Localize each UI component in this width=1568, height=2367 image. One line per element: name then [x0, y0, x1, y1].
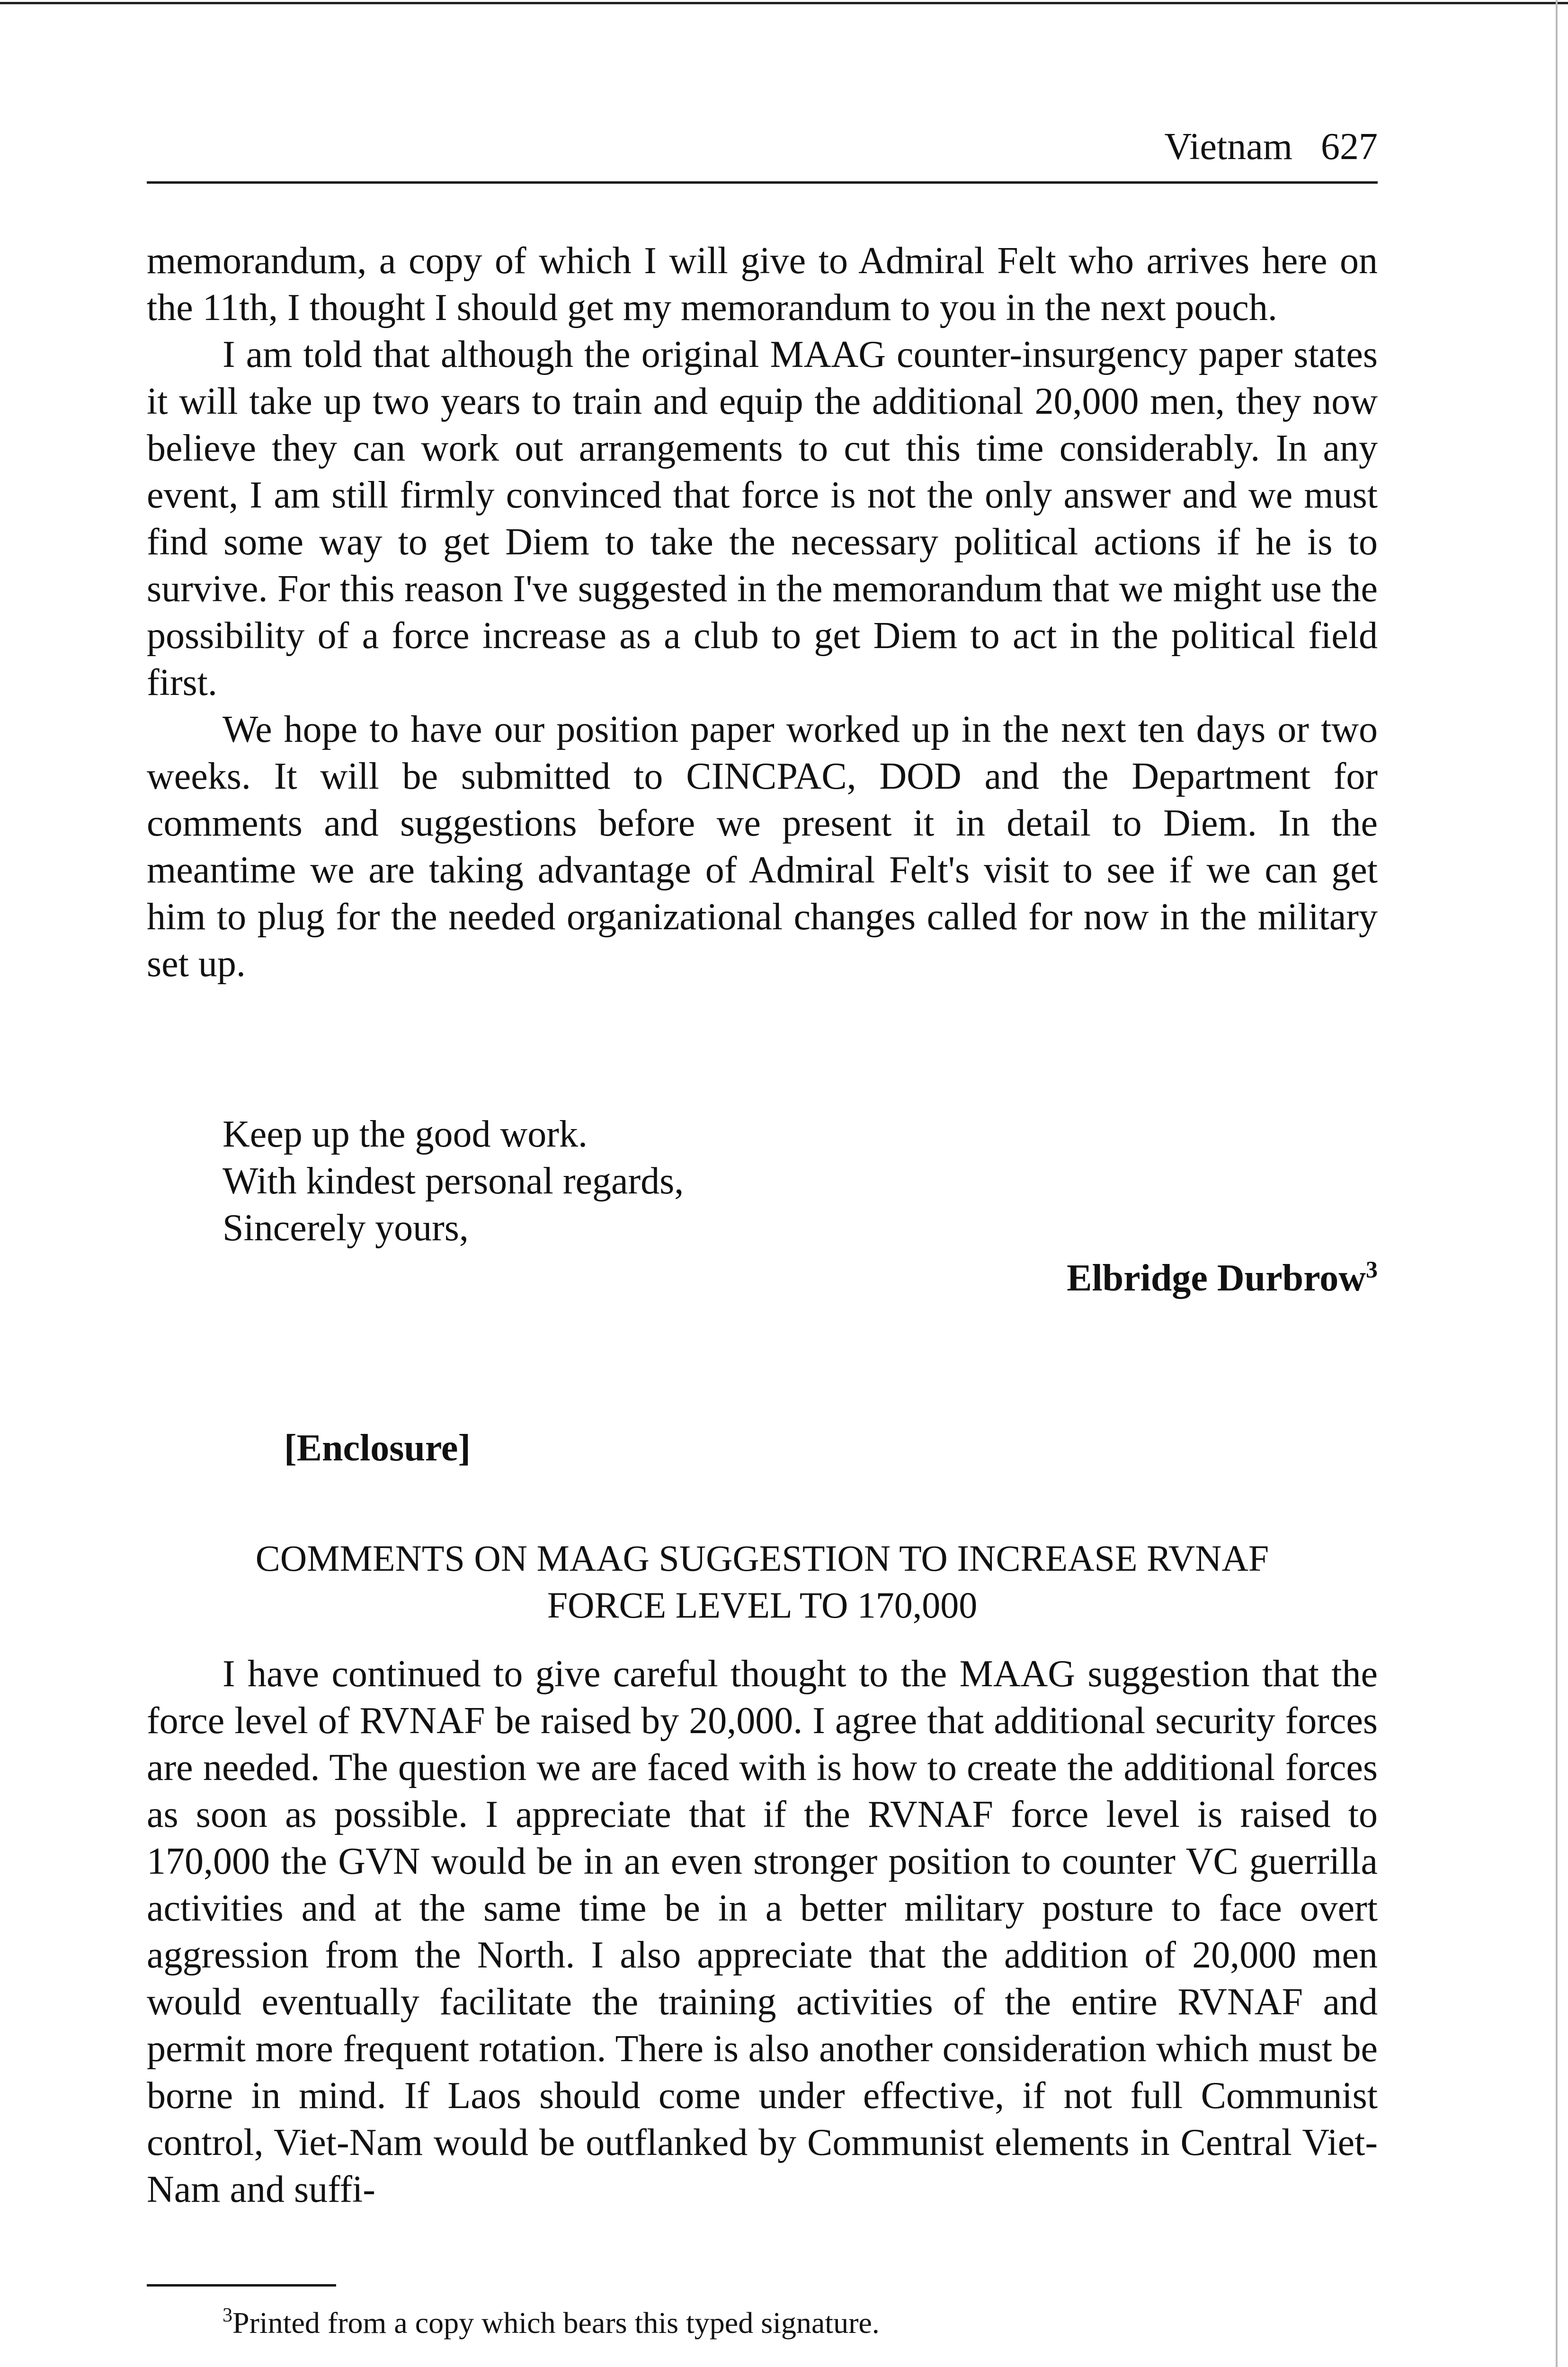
footnote-mark: 3	[223, 2305, 232, 2326]
enclosure-title	[147, 1535, 1378, 1628]
signature-name: Elbridge Durbrow	[1067, 1257, 1366, 1299]
scan-right-edge	[1556, 0, 1558, 2367]
footnote-text: Printed from a copy which bears this typed signature.	[232, 2306, 880, 2340]
closing-line-3: Sincerely yours,	[223, 1207, 469, 1249]
closing-line-2: With kindest personal regards,	[223, 1160, 684, 1202]
page-number: 627	[1321, 126, 1378, 168]
enclosure-paragraph-1: I have continued to give careful thought to the MAAG suggestion that the force level of RVNAF be raised by 20,000. I agree that additional security forces are needed. The question we are faced with is how to create the additional forces as soon as possible. I appreciate that if the RVNAF force level is raised to 170,000 the GVN would be in an even stronger position to counter VC guerrilla activities and at the same time be in a better military posture to face overt aggression from the North. I also appreciate that the addition of 20,000 men would eventually facilitate the training activities of the entire RVNAF and permit more frequent rotation. There is also another consideration which must be borne in mind. If Laos should come under effective, if not full Communist control, Viet-Nam would be outflanked by Communist elements in Central Viet-Nam and suffi-	[147, 1653, 1378, 2210]
scan-top-edge	[0, 2, 1568, 4]
header-rule	[147, 181, 1378, 184]
signature-block	[147, 1255, 1378, 1302]
letter-closing	[223, 1111, 684, 1252]
letter-paragraph-1: memorandum, a copy of which I will give to Admiral Felt who arrives here on the 11th, I thought I should get my memorandum to you in the next pouch.	[147, 240, 1378, 329]
footnote-rule	[147, 2284, 336, 2287]
running-head-section: Vietnam	[1164, 126, 1292, 168]
letter-body	[147, 238, 1378, 988]
running-head	[147, 128, 1378, 166]
enclosure-title-line-1: COMMENTS ON MAAG SUGGESTION TO INCREASE RVNAF	[255, 1538, 1269, 1579]
closing-line-1: Keep up the good work.	[223, 1113, 588, 1155]
enclosure-body	[147, 1651, 1378, 2213]
letter-paragraph-2: I am told that although the original MAAG counter-insurgency paper states it will take up two years to train and equip the additional 20,000 men, they now believe they can work out arrangements to cut this time considerably. In any event, I am still firmly convinced that force is not the only answer and we must find some way to get Diem to take the necessary political actions if he is to survive. For this reason I've suggested in the memorandum that we might use the possibility of a force increase as a club to get Diem to act in the political field first.	[147, 334, 1378, 703]
enclosure-title-line-2: FORCE LEVEL TO 170,000	[547, 1584, 978, 1626]
letter-paragraph-3: We hope to have our position paper worked up in the next ten days or two weeks. It will be submitted to CINCPAC, DOD and the Department for comments and suggestions before we present it in detail to Diem. In the meantime we are taking advantage of Admiral Felt's visit to see if we can get him to plug for the needed organizational changes called for now in the military set up.	[147, 709, 1378, 985]
footnote	[223, 2302, 880, 2344]
enclosure-label: [Enclosure]	[284, 1427, 471, 1469]
signature-footnote-mark: 3	[1366, 1256, 1378, 1282]
